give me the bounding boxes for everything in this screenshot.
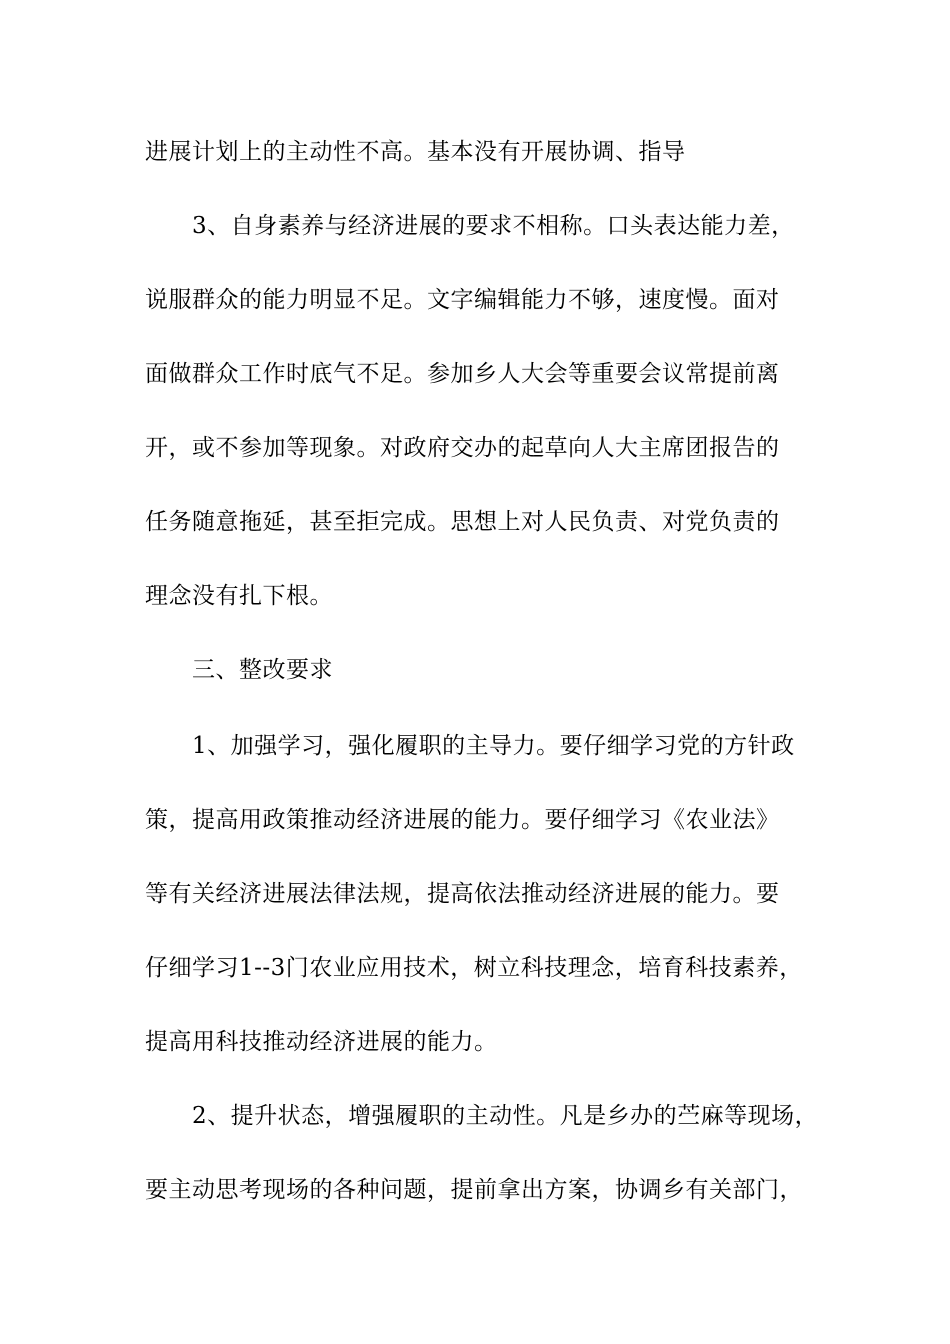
text-line: 说服群众的能力明显不足。文字编辑能力不够，速度慢。面对 [145,287,780,313]
text-line: 仔细学习1--3门农业应用技术，树立科技理念，培育科技素养， [145,955,803,981]
text-line: 开，或不参加等现象。对政府交办的起草向人大主席团报告的 [145,435,780,461]
paragraph-first-line: 3、自身素养与经济进展的要求不相称。口头表达能力差， [192,213,795,239]
text-line: 进展计划上的主动性不高。基本没有开展协调、指导 [145,139,686,165]
text-line: 理念没有扎下根。 [145,583,333,609]
paragraph-first-line: 2、提升状态，增强履职的主动性。凡是乡办的苎麻等现场， [192,1103,819,1129]
section-heading: 三、整改要求 [192,657,333,683]
paragraph-first-line: 1、加强学习，强化履职的主导力。要仔细学习党的方针政 [192,733,795,759]
text-line: 提高用科技推动经济进展的能力。 [145,1029,498,1055]
text-line: 任务随意拖延，甚至拒完成。思想上对人民负责、对党负责的 [145,509,780,535]
text-line: 策，提高用政策推动经济进展的能力。要仔细学习《农业法》 [145,807,780,833]
text-line: 要主动思考现场的各种问题，提前拿出方案，协调乡有关部门， [145,1177,803,1203]
text-line: 等有关经济进展法律法规，提高依法推动经济进展的能力。要 [145,881,780,907]
text-line: 面做群众工作时底气不足。参加乡人大会等重要会议常提前离 [145,361,780,387]
